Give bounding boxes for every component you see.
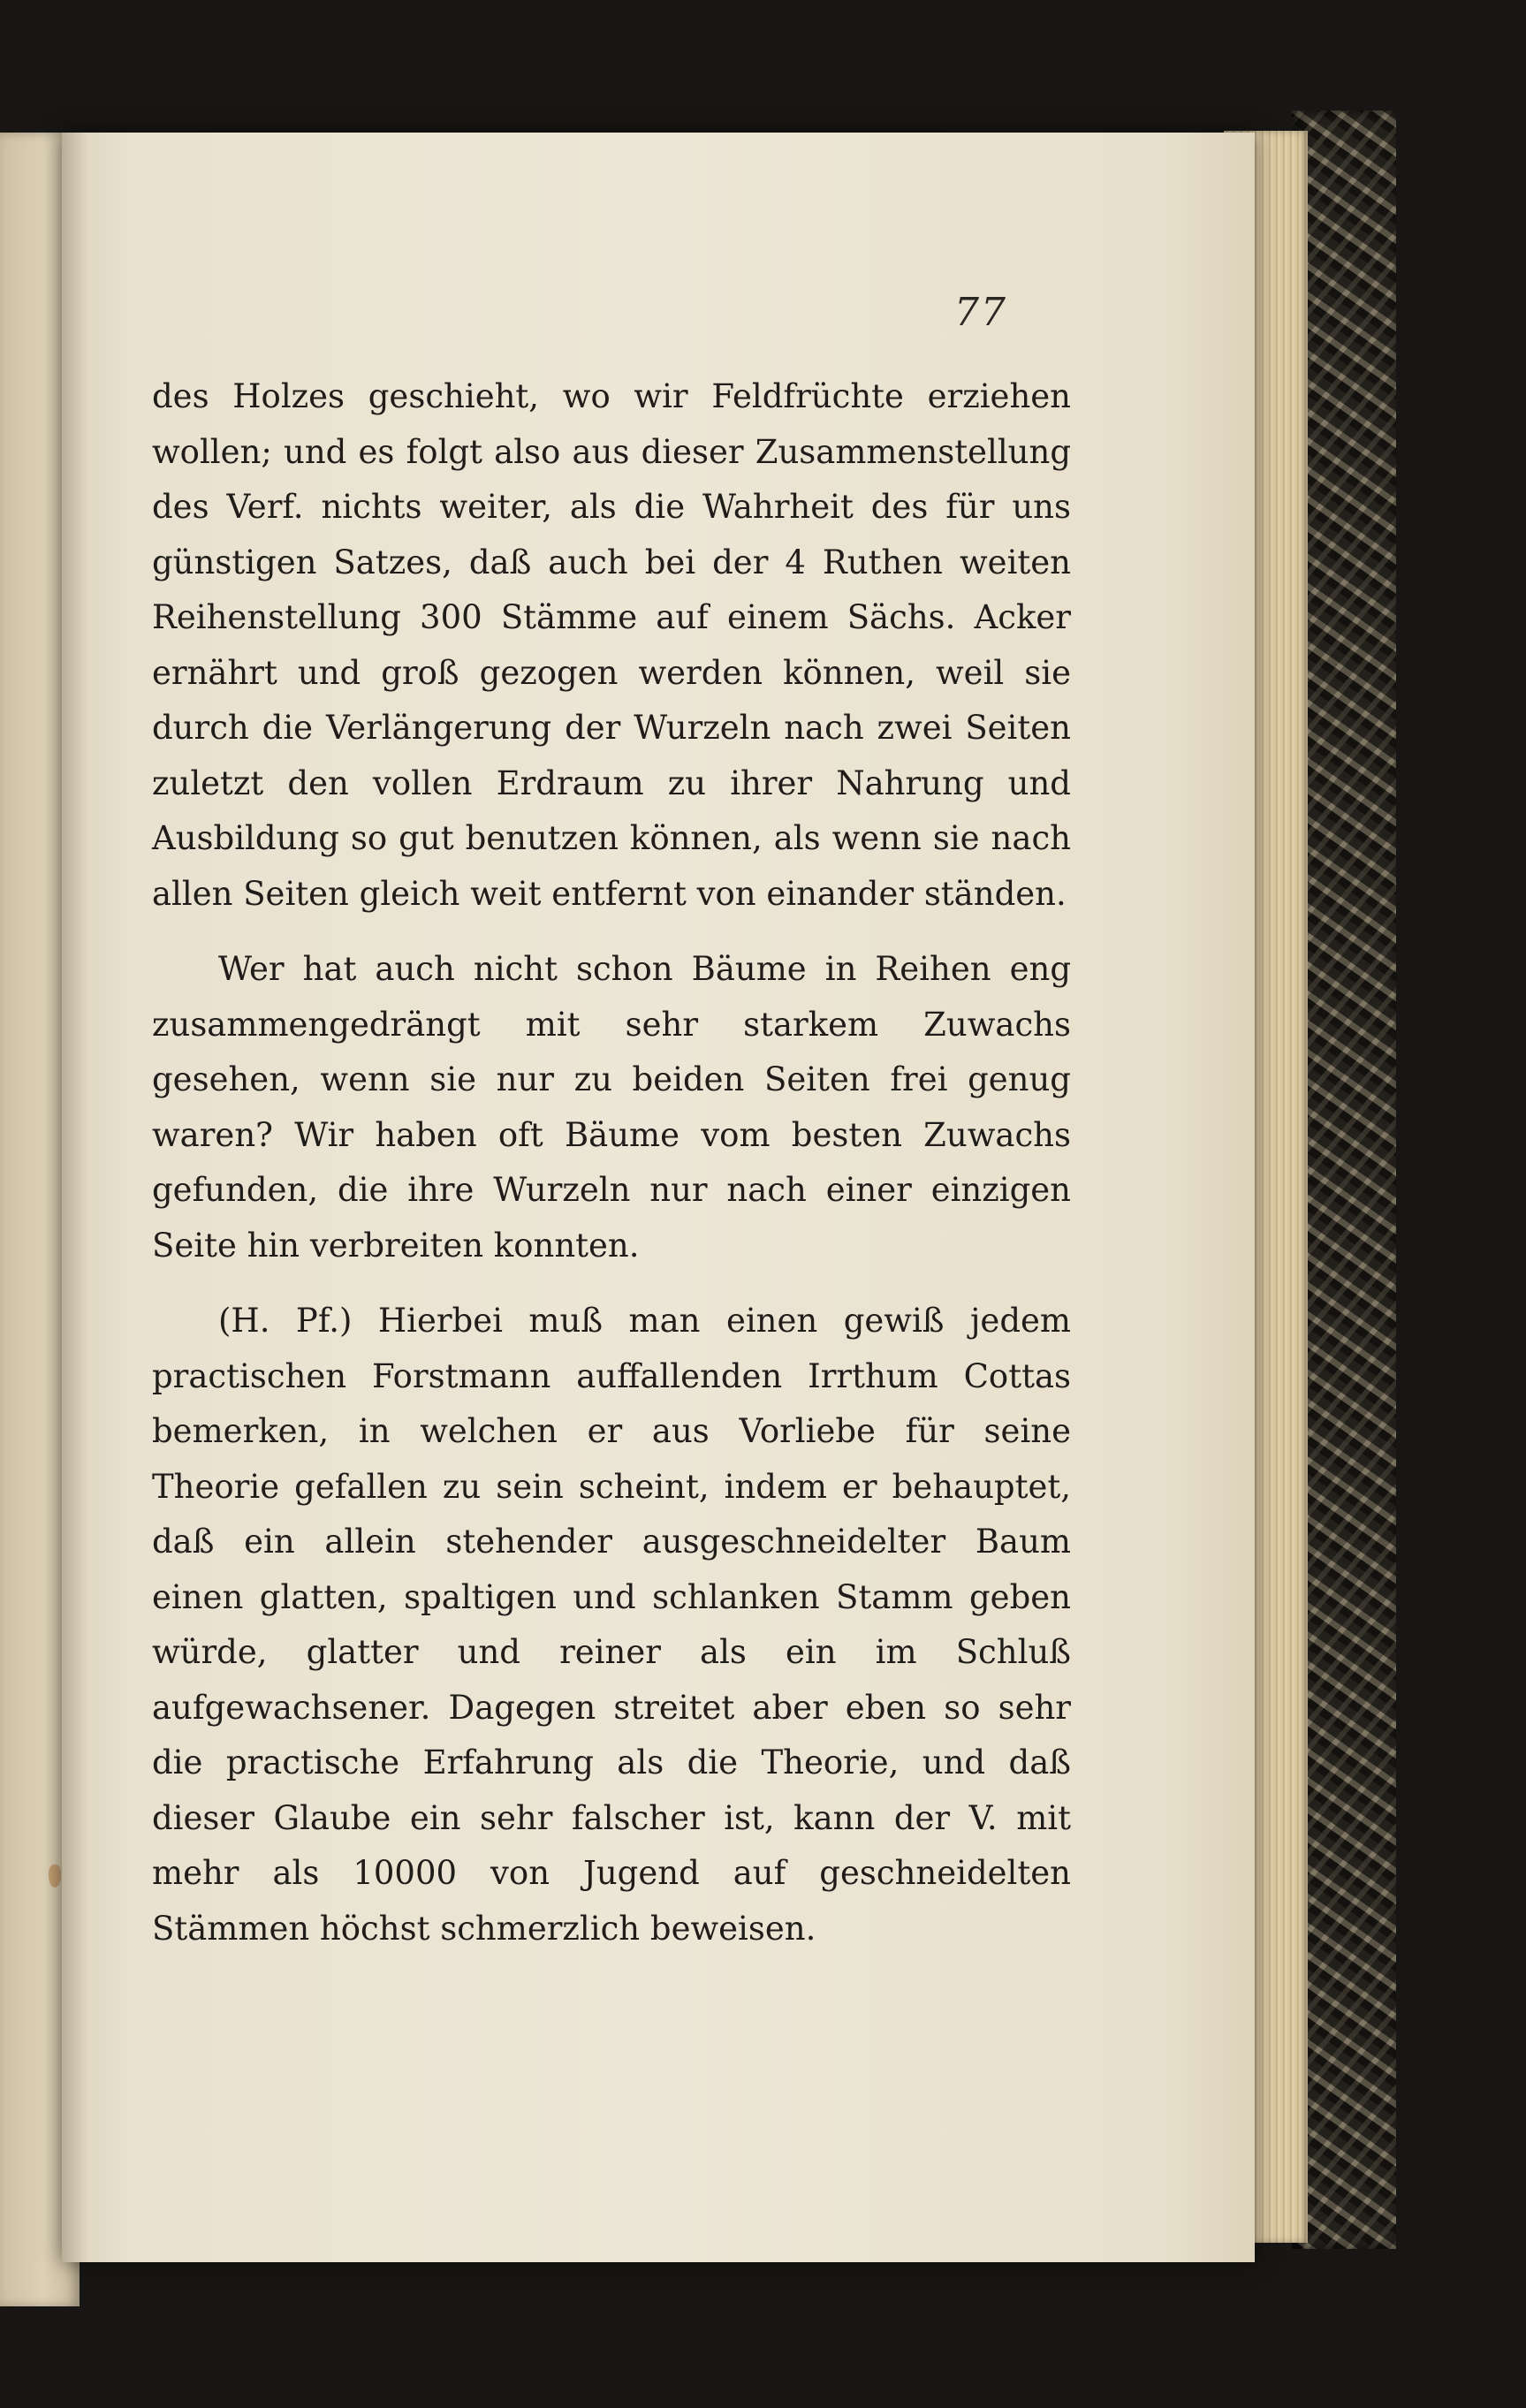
paragraph-2: Wer hat auch nicht schon Bäume in Reihen eng zusammengedrängt mit sehr starkem Zuwachs gesehen, wenn sie nur zu beiden Seiten frei genug waren? Wir haben oft Bäume vom besten Zuwachs gefunden, die ihre Wurzeln nur nach einer einzigen Seite hin verbreiten konnten. xyxy=(152,950,1071,1265)
book-page xyxy=(62,133,1255,2262)
gutter-shadow xyxy=(62,133,88,2262)
paragraph-3: (H. Pf.) Hierbei muß man einen gewiß jedem practischen Forstmann auffallenden Irrthum Cottas bemerken, in welchen er aus Vorliebe für seine Theorie gefallen zu sein scheint, indem er behauptet, daß ein allein stehender ausgeschneidelter Baum einen glatten, spaltigen und schlanken Stamm geben würde, glatter und reiner als ein im Schluß aufgewachsener. Dagegen streitet aber eben so sehr die practische Erfahrung als die Theorie, und daß dieser Glaube ein sehr falscher ist, kann der V. mit mehr als 10000 von Jugend auf geschneidelten Stämmen höchst schmerzlich beweisen. xyxy=(152,1302,1071,1948)
page-text xyxy=(152,369,1071,1956)
page-number: 77 xyxy=(954,290,1007,335)
paragraph-1: des Holzes geschieht, wo wir Feldfrüchte erziehen wollen; und es folgt also aus dieser Zusammenstellung des Verf. nichts weiter, als die Wahrheit des für uns günstigen Satzes, daß auch bei der 4 Ruthen weiten Reihenstellung 300 Stämme auf einem Sächs. Acker ernährt und groß gezogen werden können, weil sie durch die Verlängerung der Wurzeln nach zwei Seiten zuletzt den vollen Erdraum zu ihrer Nahrung und Ausbildung so gut benutzen können, als wenn sie nach allen Seiten gleich weit entfernt von einander ständen. xyxy=(152,377,1071,913)
paper-stain xyxy=(49,1865,61,1888)
